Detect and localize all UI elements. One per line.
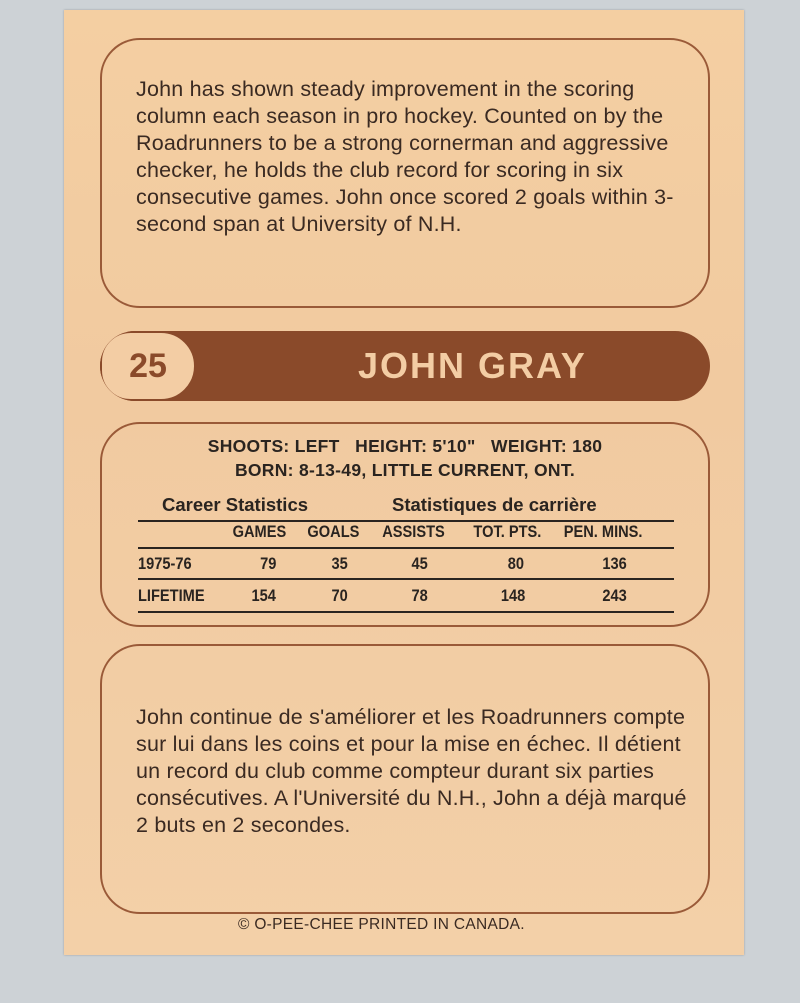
- assists-value: 45: [411, 554, 428, 573]
- statistics-box: [100, 422, 710, 627]
- games-value: 154: [251, 586, 276, 605]
- col-tot-pts: TOT. PTS.: [473, 522, 542, 541]
- english-bio-text: John has shown steady improvement in the scoring column each season in pro hockey. Counted on by the Roadrunners to be a strong cornerman and aggressive checker, he holds the club record for scoring in six consecutive games. John once scored 2 goals within 3-second span at University of N.H.: [136, 77, 674, 236]
- english-bio-box: [100, 38, 710, 308]
- col-assists: ASSISTS: [382, 522, 445, 541]
- french-bio-box: [100, 644, 710, 914]
- tot-pts-value: 80: [507, 554, 525, 573]
- player-vitals-line1: SHOOTS: LEFT HEIGHT: 5'10" WEIGHT: 180: [207, 436, 603, 456]
- player-birth-line: BORN: 8-13-49, LITTLE CURRENT, ONT.: [234, 460, 576, 480]
- row-label: 1975-76: [138, 554, 192, 573]
- copyright-line: © O-PEE-CHEE PRINTED IN CANADA.: [238, 916, 525, 933]
- player-name: JOHN GRAY: [358, 345, 587, 386]
- row-rule: [138, 578, 674, 580]
- player-name-banner: [100, 331, 710, 401]
- col-goals: GOALS: [307, 522, 360, 541]
- career-statistics-title-fr: Statistiques de carrière: [392, 494, 597, 515]
- pen-mins-value: 136: [602, 554, 627, 573]
- goals-value: 35: [331, 554, 348, 573]
- player-number: 25: [100, 331, 196, 401]
- col-pen-mins: PEN. MINS.: [563, 522, 643, 541]
- goals-value: 70: [331, 586, 348, 605]
- bottom-rule: [138, 611, 674, 613]
- column-rule: [138, 547, 674, 549]
- career-statistics-title: Career Statistics: [162, 494, 309, 515]
- tot-pts-value: 148: [500, 586, 526, 605]
- row-label: LIFETIME: [138, 586, 205, 605]
- col-games: GAMES: [232, 522, 287, 541]
- games-value: 79: [260, 554, 277, 573]
- pen-mins-value: 243: [602, 586, 627, 605]
- trading-card-back: [64, 10, 744, 955]
- assists-value: 78: [411, 586, 428, 605]
- french-bio-text: John continue de s'améliorer et les Roadrunners compte sur lui dans les coins et pour la mise en échec. Il détient un record du club comme compteur durant six parties consécutives. A l'Université du N.H., John a déjà marqué 2 buts en 2 secondes.: [136, 705, 687, 837]
